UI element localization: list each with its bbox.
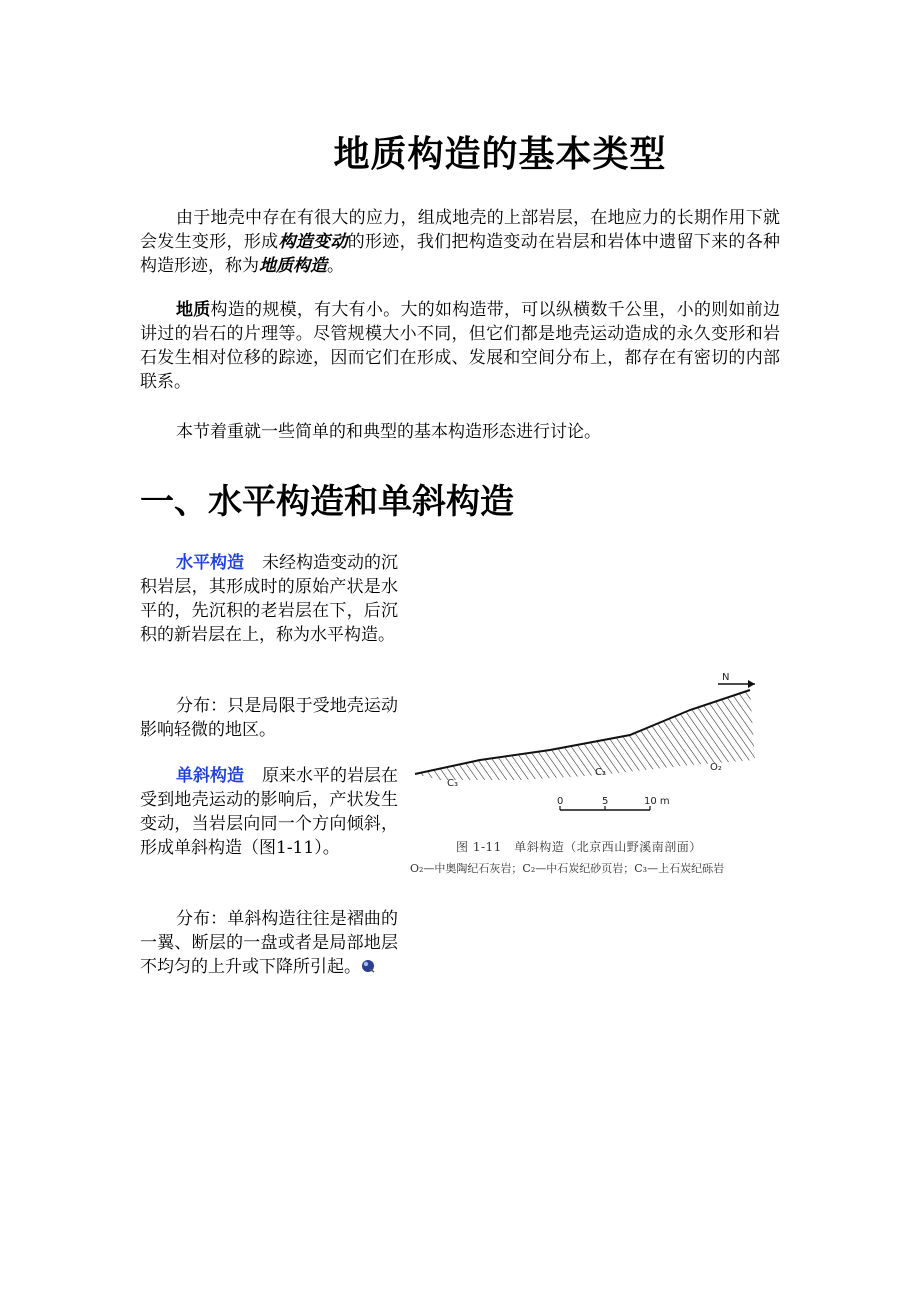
horizontal-distribution-paragraph: 分布：只是局限于受地壳运动影响轻微的地区。 <box>140 696 398 740</box>
term-geologic-structure: 地质构造 <box>259 256 327 276</box>
link-globe-icon[interactable] <box>361 959 375 973</box>
intro-paragraph-3: 本节着重就一些简单的和典型的基本构造形态进行讨论。 <box>176 422 601 442</box>
section-heading: 一、水平构造和单斜构造 <box>140 482 514 522</box>
page-title: 地质构造的基本类型 <box>333 134 667 175</box>
intro-paragraph-1 <box>140 206 780 278</box>
intro-text-c: 。 <box>327 256 344 276</box>
label-c2: C₂ <box>595 767 606 778</box>
monocline-term: 单斜构造 <box>176 766 244 786</box>
monocline-distribution-paragraph <box>140 907 398 979</box>
monocline-distribution-text: 分布：单斜构造往往是褶曲的一翼、断层的一盘或者是局部地层不均匀的上升或下降所引起。 <box>140 909 398 977</box>
label-c3: C₃ <box>447 778 458 789</box>
scale-0: 0 <box>557 796 564 807</box>
horizontal-structure-text: 未经构造变动的沉积岩层，其形成时的原始产状是水平的，先沉积的老岩层在下，后沉积的新岩层在上，称为水平构造。 <box>140 553 398 645</box>
rock-layer-hatched <box>415 690 755 780</box>
intro-text-b: 的形迹，我们把构造变动在岩层和岩体中遗留下来的各种构造形迹，称为 <box>140 232 781 276</box>
monocline-paragraph <box>140 764 398 860</box>
north-label: N <box>722 672 730 683</box>
monocline-text: 原来水平的岩层在受到地壳运动的影响后，产状发生变动，当岩层向同一个方向倾斜，形成单斜构造（图1-11）。 <box>140 766 398 858</box>
scale-5: 5 <box>602 796 609 807</box>
figure-legend: O₂—中奥陶纪石灰岩；C₂—中石炭纪砂页岩；C₃—上石炭纪砾岩 <box>410 862 725 875</box>
figure-caption: 图 1-11 单斜构造（北京西山野溪南剖面） <box>456 840 702 854</box>
intro-paragraph-2 <box>140 298 780 394</box>
horizontal-structure-paragraph <box>140 551 398 647</box>
intro-text-a: 由于地壳中存在有很大的应力，组成地壳的上部岩层，在地应力的长期作用下就会发生变形，形成 <box>140 208 780 252</box>
term-tectonic-deformation: 构造变动 <box>278 232 348 252</box>
scale-10: 10 m <box>644 796 670 807</box>
intro-bold-word: 地质 <box>176 300 211 320</box>
intro-text-scale: 构造的规模，有大有小。大的如构造带，可以纵横数千公里，小的则如前边讲过的岩石的片理等。尽管规模大小不同，但它们都是地壳运动造成的永久变形和岩石发生相对位移的踪迹，因而它们在形成、发展和空间分布上，都存在有密切的内部联系。 <box>140 300 781 392</box>
horizontal-structure-term: 水平构造 <box>176 553 244 573</box>
label-o2: O₂ <box>710 762 722 773</box>
